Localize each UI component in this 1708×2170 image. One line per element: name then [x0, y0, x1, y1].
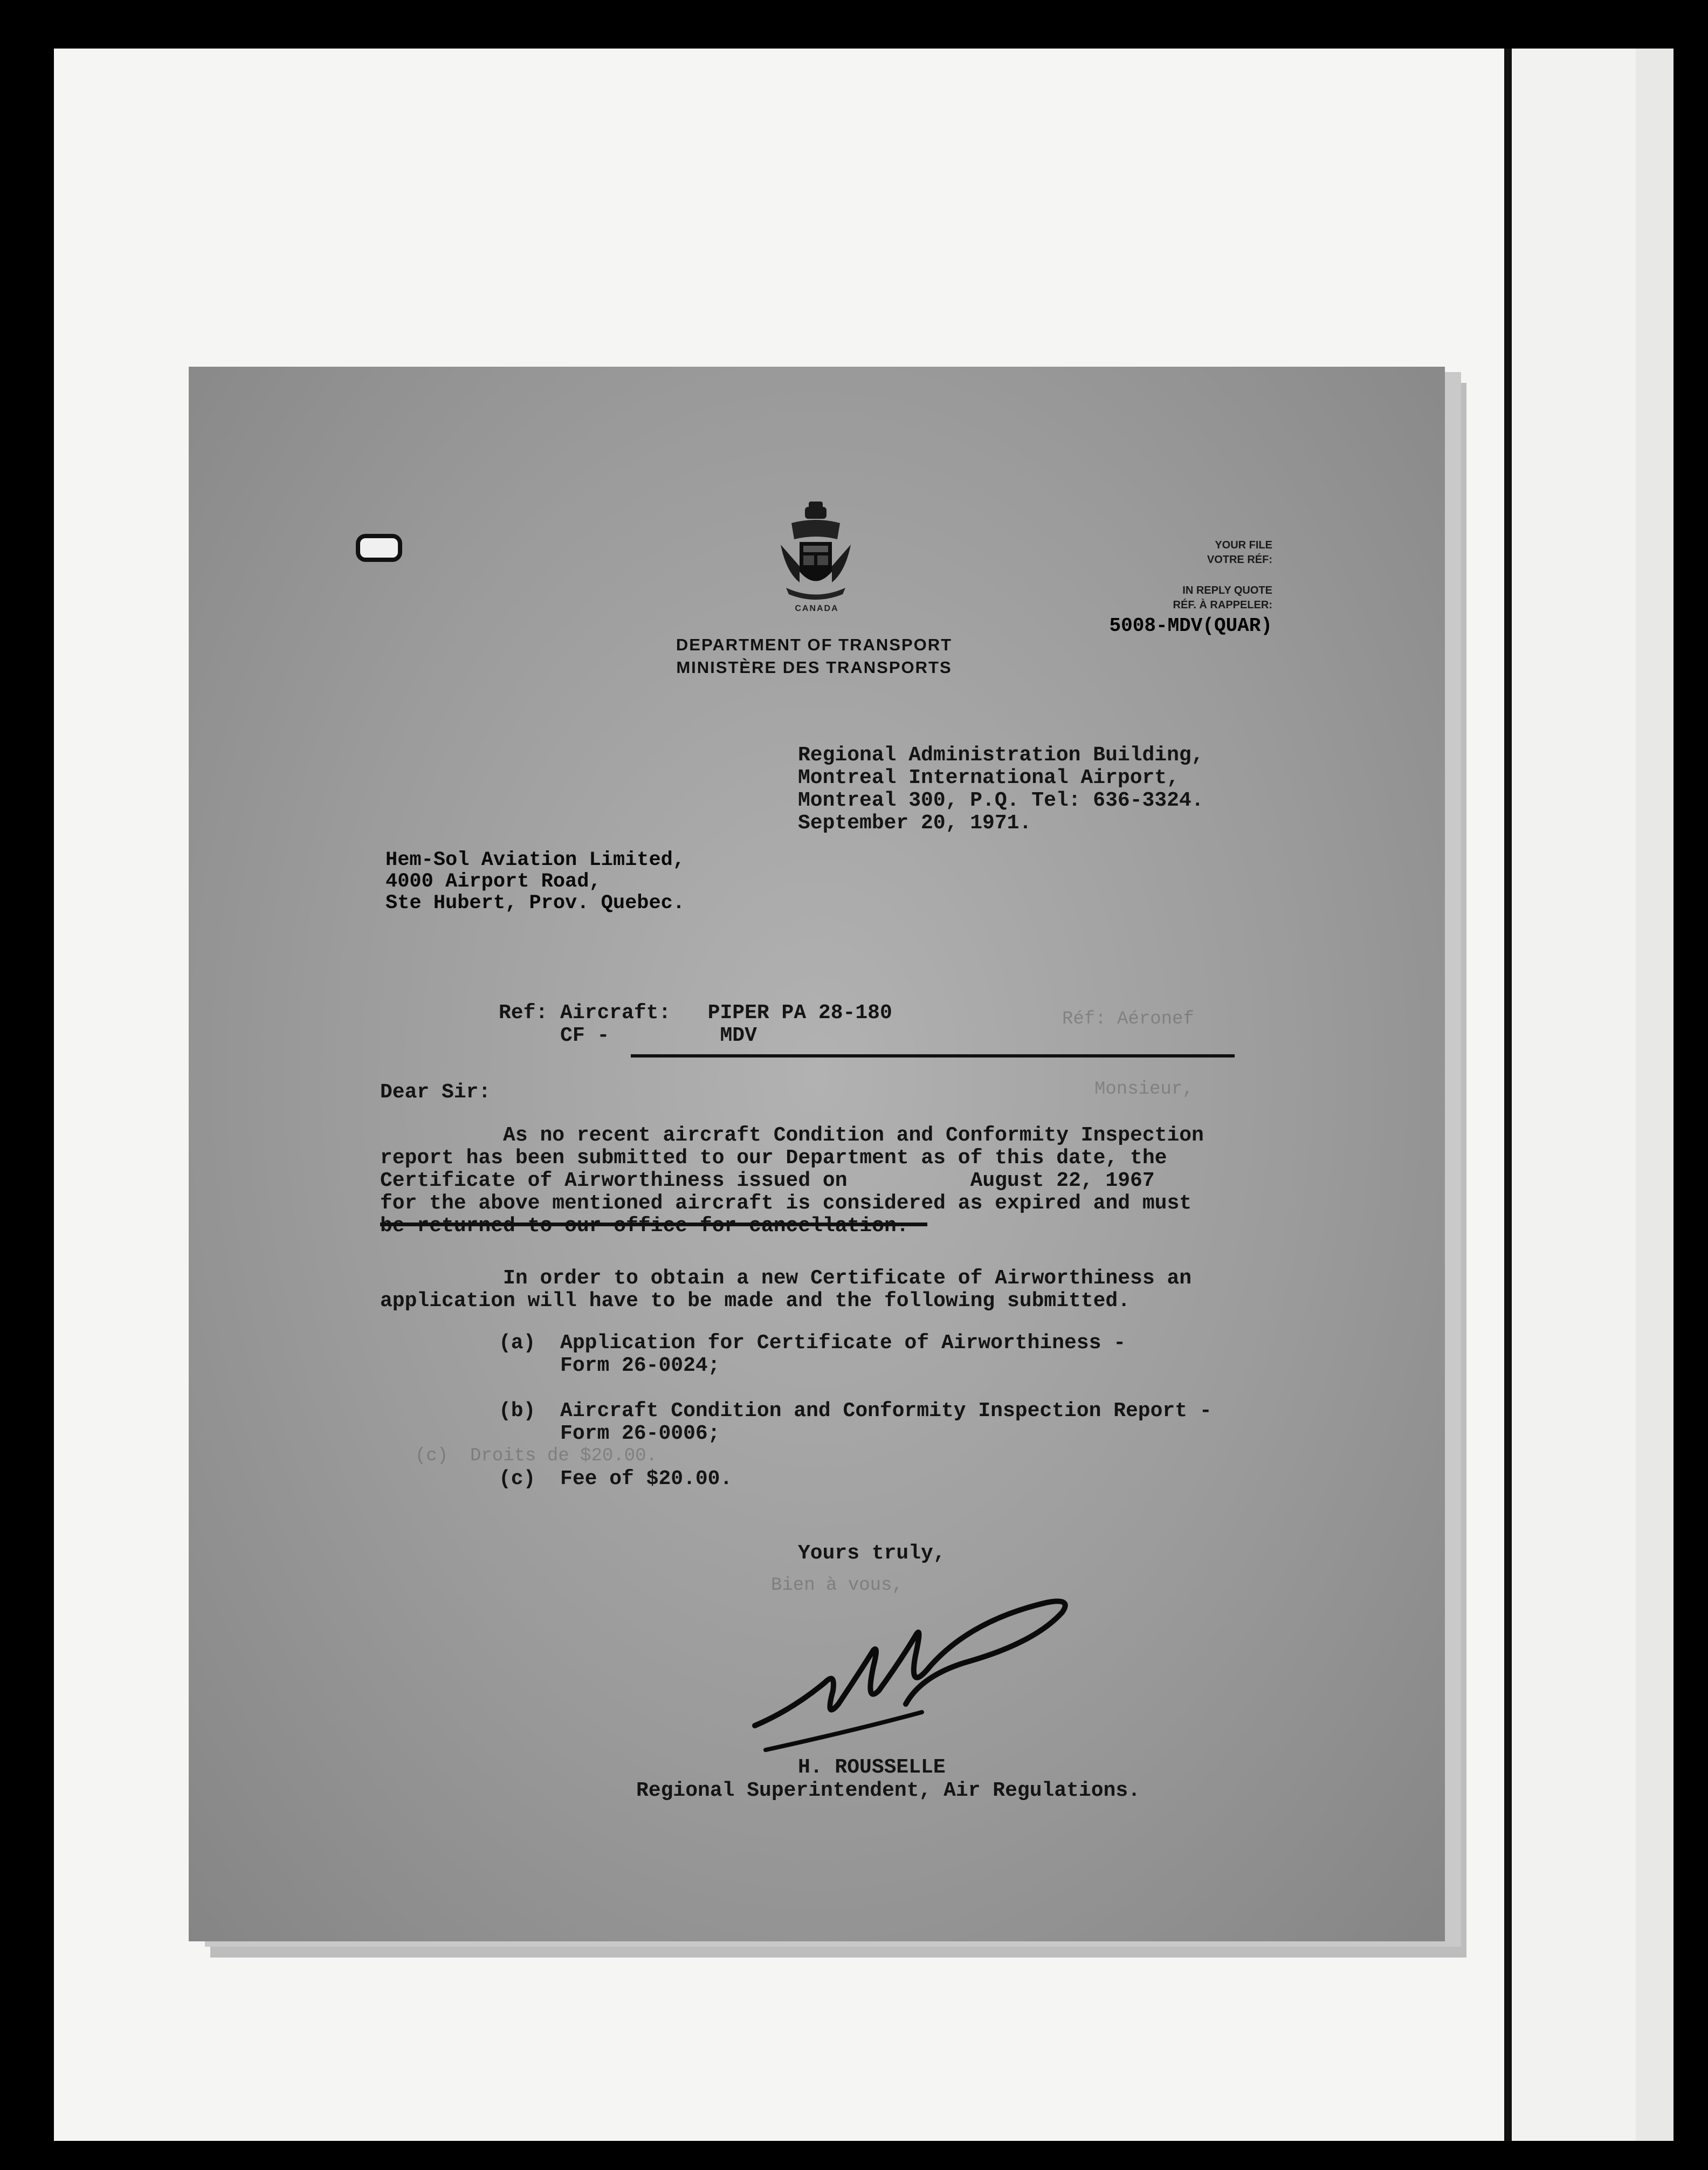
department-name-en: DEPARTMENT OF TRANSPORT: [676, 635, 953, 654]
paragraph-line: report has been submitted to our Department as of this date, the: [380, 1146, 1167, 1170]
sender-address: [798, 744, 1204, 835]
paragraph-line: Certificate of Airworthiness issued on August 22, 1967: [380, 1169, 1155, 1192]
paragraph-line: In order to obtain a new Certificate of Airworthiness an: [380, 1267, 1192, 1290]
list-marker: (b): [499, 1399, 536, 1423]
paragraph-line: As no recent aircraft Condition and Conformity Inspection: [380, 1124, 1204, 1147]
signatory-name: H. ROUSSELLE: [798, 1756, 946, 1779]
list-item-text: Application for Certificate of Airworthiness -: [560, 1331, 1126, 1355]
reference-underline: [631, 1054, 1235, 1057]
file-number: 5008-MDV(QUAR): [1109, 615, 1272, 637]
list-item: [499, 1400, 1212, 1423]
closing: Yours truly,: [798, 1542, 946, 1565]
sender-address-line: Montreal International Airport,: [798, 766, 1179, 789]
recipient-line: 4000 Airport Road,: [385, 870, 601, 893]
sender-address-line: Montreal 300, P.Q. Tel: 636-3324.: [798, 789, 1204, 812]
paragraph-line-struck: [380, 1215, 1204, 1238]
list-marker: (c): [499, 1467, 536, 1491]
letter-sheet: [189, 367, 1445, 1941]
paragraph-2: [380, 1267, 1192, 1313]
paragraph-1: [380, 1124, 1204, 1238]
list-item: [499, 1332, 1212, 1355]
punch-hole: [356, 534, 402, 562]
registration-value: MDV: [720, 1024, 757, 1047]
recipient-line: Hem-Sol Aviation Limited,: [385, 849, 685, 871]
list-item-text: Form 26-0024;: [560, 1354, 720, 1377]
recipient-address: [385, 849, 685, 914]
paragraph-line: for the above mentioned aircraft is considered as expired and must: [380, 1192, 1192, 1215]
microfilm-edge-strip: [1504, 49, 1673, 2141]
bleed-through-text: Bien à vous,: [771, 1575, 903, 1596]
ref-label: Ref:: [499, 1001, 548, 1025]
requirements-list: [499, 1332, 1212, 1491]
strikethrough-line: [380, 1223, 927, 1226]
bleed-through-text: Réf: Aéronef: [1062, 1009, 1194, 1029]
aircraft-model: PIPER PA 28-180: [707, 1001, 892, 1025]
signatory-title: Regional Superintendent, Air Regulations.: [636, 1779, 1140, 1802]
handwritten-signature: [744, 1596, 1078, 1769]
salutation: Dear Sir:: [380, 1081, 491, 1104]
bleed-through-text: Monsieur,: [1094, 1079, 1194, 1100]
registration-label: CF -: [560, 1024, 610, 1047]
list-item-text: Fee of $20.00.: [560, 1467, 733, 1491]
reply-quote-label-en: IN REPLY QUOTE: [1182, 585, 1272, 596]
aircraft-label: Aircraft:: [560, 1001, 671, 1025]
file-reference-block: [1046, 538, 1272, 637]
list-item-text: Aircraft Condition and Conformity Inspection Report -: [560, 1399, 1212, 1423]
your-file-label-fr: VOTRE RÉF:: [1207, 554, 1272, 566]
paragraph-line: application will have to be made and the following submitted.: [380, 1289, 1131, 1313]
reference-block: [499, 1002, 892, 1047]
department-name-fr: MINISTÈRE DES TRANSPORTS: [676, 658, 952, 677]
country-label: CANADA: [795, 604, 839, 613]
sender-address-line: Regional Administration Building,: [798, 744, 1204, 767]
recipient-line: Ste Hubert, Prov. Quebec.: [385, 892, 685, 915]
reply-quote-label-fr: RÉF. À RAPPELER:: [1173, 599, 1272, 611]
bleed-through-text: (c) Droits de $20.00.: [415, 1446, 657, 1466]
list-marker: (a): [499, 1331, 536, 1355]
your-file-label-en: YOUR FILE: [1215, 539, 1272, 551]
coat-of-arms-icon: [775, 502, 856, 604]
department-name: [674, 634, 954, 679]
letter-date: September 20, 1971.: [798, 812, 1032, 835]
list-item-text: Form 26-0006;: [560, 1422, 720, 1445]
list-item: [499, 1468, 1212, 1491]
